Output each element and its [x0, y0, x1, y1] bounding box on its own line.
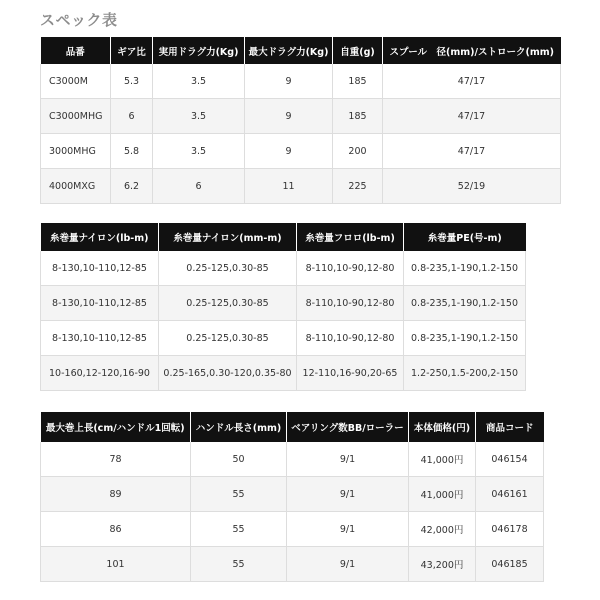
cell-model: C3000MHG [41, 99, 111, 134]
cell-max-drag: 9 [245, 99, 333, 134]
cell-bearings: 9/1 [287, 477, 409, 512]
col-header-pe: 糸巻量PE(号-m) [404, 223, 526, 251]
cell-nylon-mm: 0.25-125,0.30-85 [159, 286, 297, 321]
cell-price: 41,000円 [409, 477, 476, 512]
cell-fluoro-lb: 8-110,10-90,12-80 [297, 251, 404, 286]
cell-pe: 1.2-250,1.5-200,2-150 [404, 356, 526, 391]
cell-nylon-mm: 0.25-125,0.30-85 [159, 251, 297, 286]
cell-practical-drag: 6 [153, 169, 245, 204]
cell-max-retrieve: 78 [41, 442, 191, 477]
cell-product-code: 046154 [476, 442, 544, 477]
col-header-fluoro-lb: 糸巻量フロロ(lb-m) [297, 223, 404, 251]
cell-weight: 200 [333, 134, 383, 169]
table-row [41, 169, 561, 204]
cell-spool: 52/19 [383, 169, 561, 204]
table-row [41, 64, 561, 99]
cell-gear-ratio: 6.2 [111, 169, 153, 204]
cell-practical-drag: 3.5 [153, 64, 245, 99]
col-header-nylon-lb: 糸巻量ナイロン(lb-m) [41, 223, 159, 251]
table-row [41, 512, 544, 547]
cell-handle-length: 55 [191, 477, 287, 512]
table-header-row [41, 412, 544, 442]
cell-spool: 47/17 [383, 99, 561, 134]
cell-model: 3000MHG [41, 134, 111, 169]
col-header-bearings: ベアリング数BB/ローラー [287, 412, 409, 442]
cell-bearings: 9/1 [287, 442, 409, 477]
cell-nylon-lb: 8-130,10-110,12-85 [41, 286, 159, 321]
cell-product-code: 046185 [476, 547, 544, 582]
cell-gear-ratio: 6 [111, 99, 153, 134]
cell-fluoro-lb: 8-110,10-90,12-80 [297, 286, 404, 321]
cell-weight: 185 [333, 99, 383, 134]
cell-nylon-mm: 0.25-125,0.30-85 [159, 321, 297, 356]
cell-practical-drag: 3.5 [153, 134, 245, 169]
table-row [41, 99, 561, 134]
col-header-practical-drag: 実用ドラグ力(Kg) [153, 37, 245, 64]
col-header-price: 本体価格(円) [409, 412, 476, 442]
table-row [41, 356, 526, 391]
spec-table-line-capacity [40, 223, 526, 391]
cell-handle-length: 55 [191, 512, 287, 547]
cell-bearings: 9/1 [287, 512, 409, 547]
cell-price: 42,000円 [409, 512, 476, 547]
cell-handle-length: 50 [191, 442, 287, 477]
cell-handle-length: 55 [191, 547, 287, 582]
table-row [41, 477, 544, 512]
col-header-spool: スプール 径(mm)/ストローク(mm) [383, 37, 561, 64]
table-header-row [41, 37, 561, 64]
col-header-gear-ratio: ギア比 [111, 37, 153, 64]
cell-nylon-lb: 8-130,10-110,12-85 [41, 321, 159, 356]
spec-table-basic [40, 37, 561, 204]
cell-nylon-mm: 0.25-165,0.30-120,0.35-80 [159, 356, 297, 391]
cell-nylon-lb: 10-160,12-120,16-90 [41, 356, 159, 391]
spec-table-handle-price [40, 412, 544, 582]
col-header-model: 品番 [41, 37, 111, 64]
col-header-product-code: 商品コード [476, 412, 544, 442]
cell-max-drag: 9 [245, 134, 333, 169]
cell-fluoro-lb: 12-110,16-90,20-65 [297, 356, 404, 391]
cell-max-retrieve: 101 [41, 547, 191, 582]
col-header-nylon-mm: 糸巻量ナイロン(mm-m) [159, 223, 297, 251]
cell-max-retrieve: 89 [41, 477, 191, 512]
cell-max-drag: 11 [245, 169, 333, 204]
cell-product-code: 046178 [476, 512, 544, 547]
cell-price: 43,200円 [409, 547, 476, 582]
cell-model: C3000M [41, 64, 111, 99]
col-header-max-retrieve: 最大巻上長(cm/ハンドル1回転) [41, 412, 191, 442]
cell-gear-ratio: 5.3 [111, 64, 153, 99]
cell-spool: 47/17 [383, 134, 561, 169]
cell-practical-drag: 3.5 [153, 99, 245, 134]
cell-model: 4000MXG [41, 169, 111, 204]
col-header-handle-length: ハンドル長さ(mm) [191, 412, 287, 442]
cell-nylon-lb: 8-130,10-110,12-85 [41, 251, 159, 286]
cell-product-code: 046161 [476, 477, 544, 512]
page-title: スペック表 [40, 11, 118, 29]
cell-pe: 0.8-235,1-190,1.2-150 [404, 321, 526, 356]
table-row [41, 442, 544, 477]
table-row [41, 547, 544, 582]
cell-max-retrieve: 86 [41, 512, 191, 547]
table-row [41, 286, 526, 321]
cell-bearings: 9/1 [287, 547, 409, 582]
col-header-weight: 自重(g) [333, 37, 383, 64]
cell-spool: 47/17 [383, 64, 561, 99]
table-row [41, 134, 561, 169]
table-row [41, 251, 526, 286]
table-header-row [41, 223, 526, 251]
cell-price: 41,000円 [409, 442, 476, 477]
col-header-max-drag: 最大ドラグ力(Kg) [245, 37, 333, 64]
cell-gear-ratio: 5.8 [111, 134, 153, 169]
cell-max-drag: 9 [245, 64, 333, 99]
cell-weight: 225 [333, 169, 383, 204]
cell-pe: 0.8-235,1-190,1.2-150 [404, 251, 526, 286]
cell-pe: 0.8-235,1-190,1.2-150 [404, 286, 526, 321]
table-row [41, 321, 526, 356]
cell-fluoro-lb: 8-110,10-90,12-80 [297, 321, 404, 356]
cell-weight: 185 [333, 64, 383, 99]
